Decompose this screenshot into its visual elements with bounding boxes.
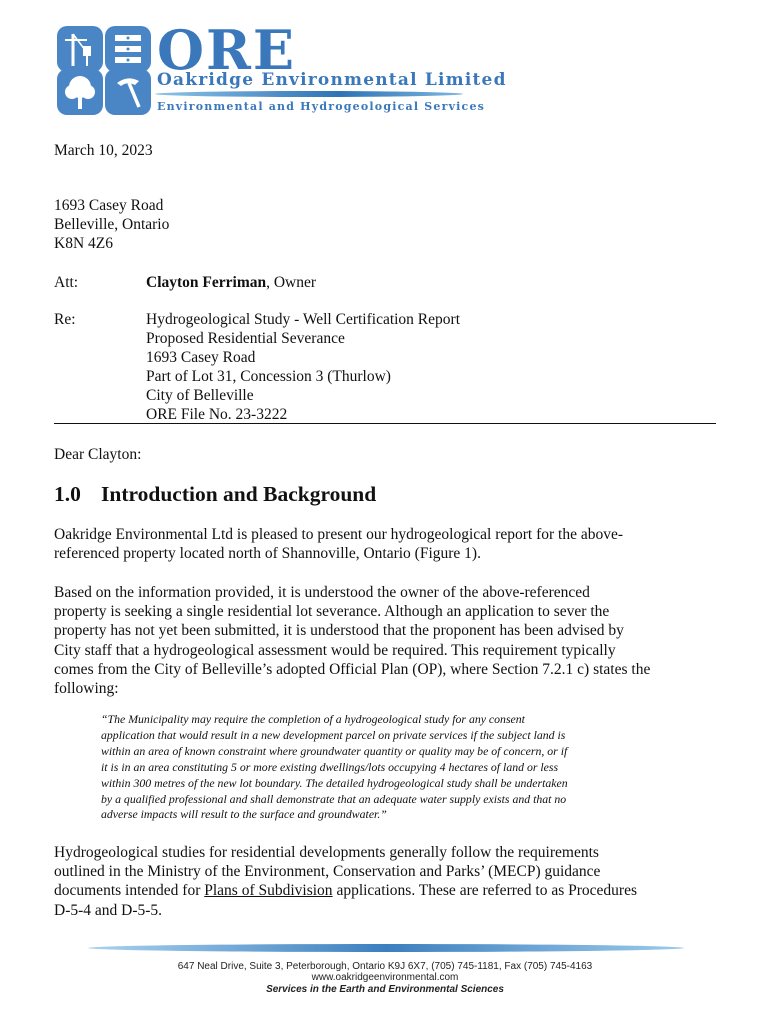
quote-line: by a qualified professional and shall demonstrate that an adequate water supply exists and that no	[101, 791, 567, 806]
header-swoosh	[155, 91, 463, 97]
quote-line: adverse impacts will result to the surface and groundwater.”	[101, 807, 387, 822]
line-text: applications. These are referred to as Procedures	[332, 882, 637, 900]
footer-swoosh	[88, 944, 684, 952]
paragraph-line: outlined in the Ministry of the Environment, Conservation and Parks’ (MECP) guidance	[54, 863, 601, 881]
re-line: 1693 Casey Road	[146, 349, 256, 366]
line-text: documents intended for	[54, 882, 205, 900]
re-line: Proposed Residential Severance	[146, 330, 345, 347]
quote-line: it is in an area constituting 5 or more existing dwellings/lots occupying 4 hectares of land or less	[101, 759, 559, 774]
company-name: Oakridge Environmental Limited	[157, 70, 507, 90]
subject-divider	[54, 423, 716, 424]
paragraph-line: Based on the information provided, it is understood the owner of the above-referenced	[54, 584, 590, 601]
brand-name: ORE	[157, 18, 297, 82]
paragraph-line: following:	[54, 680, 119, 698]
re-label: Re:	[54, 311, 76, 328]
salutation: Dear Clayton:	[54, 446, 142, 463]
paragraph-line: referenced property located north of Shannoville, Ontario (Figure 1).	[54, 545, 481, 563]
paragraph-line: Oakridge Environmental Ltd is pleased to present our hydrogeological report for the above-	[54, 526, 624, 543]
address-line: K8N 4Z6	[54, 235, 113, 252]
company-tagline: Environmental and Hydrogeological Services	[157, 100, 486, 113]
paragraph-line: Hydrogeological studies for residential developments generally follow the requirements	[54, 844, 599, 861]
section-heading	[54, 481, 376, 507]
footer-address: 647 Neal Drive, Suite 3, Peterborough, Ontario K9J 6X7, (705) 745-1181, Fax (705) 745-4163	[177, 961, 593, 972]
paragraph-line: property has not yet been submitted, it is understood that the proponent has been advised by	[54, 622, 624, 640]
official-plan-quote	[101, 712, 691, 823]
att-value	[146, 273, 316, 292]
footer-slogan: Services in the Earth and Environmental Sciences	[266, 984, 504, 995]
quote-line: application that would result in a new development parcel on private services if the subject land is	[101, 727, 566, 742]
paragraph-background	[54, 583, 716, 698]
tree-icon	[57, 69, 103, 115]
stacked-layers-icon	[105, 26, 151, 72]
paragraph-line: D-5-4 and D-5-5.	[54, 901, 163, 919]
drill-rig-icon	[57, 26, 103, 72]
re-line: Hydrogeological Study - Well Certification Report	[146, 311, 460, 328]
paragraph-line: property is seeking a single residential lot severance. Although an application to sever the	[54, 603, 610, 621]
recipient-title: , Owner	[266, 274, 317, 291]
section-title: Introduction and Background	[101, 482, 377, 506]
quote-line: “The Municipality may require the completion of a hydrogeological study for any consent	[101, 712, 525, 726]
address-line: 1693 Casey Road	[54, 197, 164, 214]
paragraph-line: comes from the City of Belleville’s adopted Official Plan (OP), where Section 7.2.1 c) states the	[54, 660, 651, 678]
re-line: City of Belleville	[146, 387, 254, 404]
paragraph-line	[54, 881, 716, 900]
att-label: Att:	[54, 274, 79, 291]
re-line: ORE File No. 23-3222	[146, 406, 288, 423]
paragraph-procedures	[54, 843, 716, 920]
hammer-icon	[105, 69, 151, 115]
recipient-name: Clayton Ferriman	[146, 274, 267, 291]
paragraph-intro	[54, 525, 716, 563]
quote-line: within an area of known constraint where groundwater quantity or quality may be of concern, or if	[101, 743, 568, 758]
footer-website[interactable]: www.oakridgeenvironmental.com	[311, 972, 459, 983]
section-number: 1.0	[54, 482, 81, 506]
letter-date: March 10, 2023	[54, 142, 153, 159]
re-line: Part of Lot 31, Concession 3 (Thurlow)	[146, 368, 391, 385]
plans-of-subdivision-link[interactable]: Plans of Subdivision	[204, 882, 333, 900]
paragraph-line: City staff that a hydrogeological assessment would be required. This requirement typically	[54, 641, 616, 659]
quote-line: within 300 metres of the new lot boundary. The detailed hydrogeological study shall be undertaken	[101, 775, 568, 790]
address-line: Belleville, Ontario	[54, 216, 170, 233]
